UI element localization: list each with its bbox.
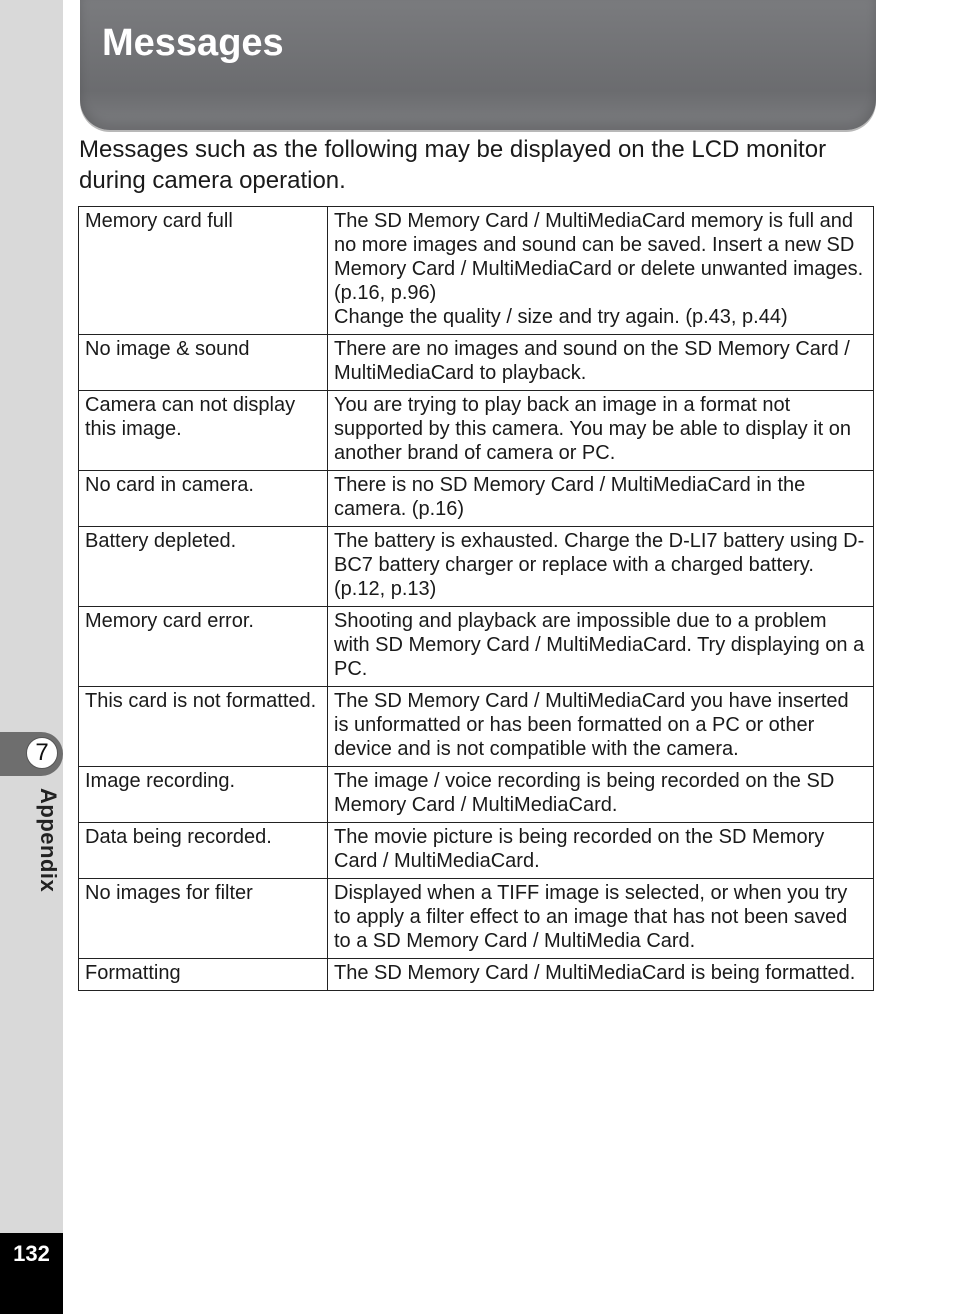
- chapter-number: 7: [26, 737, 58, 769]
- message-cell: Memory card error.: [79, 607, 328, 687]
- table-row: [79, 335, 874, 391]
- message-cell: Formatting: [79, 959, 328, 991]
- message-cell: No card in camera.: [79, 471, 328, 527]
- message-cell: Memory card full: [79, 207, 328, 335]
- table-row: [79, 767, 874, 823]
- description-cell: [328, 391, 874, 471]
- table-row: [79, 687, 874, 767]
- message-cell: Camera can not display this image.: [79, 391, 328, 471]
- description-cell: [328, 527, 874, 607]
- description-text: The SD Memory Card / MultiMediaCard memory is full and no more images and sound can be saved. Insert a new SD Memory Card / MultiMediaCard or delete unwanted images. (p.16, p.96): [334, 210, 864, 304]
- messages-table-body: [79, 207, 874, 991]
- description-cell: [328, 687, 874, 767]
- table-row: [79, 471, 874, 527]
- table-row: [79, 879, 874, 959]
- description-text: There are no images and sound on the SD Memory Card / MultiMediaCard to playback.: [334, 338, 850, 384]
- description-cell: [328, 823, 874, 879]
- message-cell: No images for filter: [79, 879, 328, 959]
- description-text: The SD Memory Card / MultiMediaCard is being formatted.: [334, 962, 856, 984]
- message-cell: Data being recorded.: [79, 823, 328, 879]
- side-strip: [0, 0, 63, 1314]
- intro-text: Messages such as the following may be displayed on the LCD monitor during camera operation.: [79, 136, 827, 194]
- description-text: The movie picture is being recorded on the SD Memory Card / MultiMediaCard.: [334, 826, 825, 872]
- table-row: [79, 959, 874, 991]
- description-cell: [328, 607, 874, 687]
- messages-table: [78, 206, 874, 991]
- page-title: Messages: [102, 22, 284, 64]
- title-banner: [80, 0, 876, 130]
- description-text: Change the quality / size and try again. (p.43, p.44): [334, 306, 788, 328]
- table-row: [79, 207, 874, 335]
- description-cell: [328, 879, 874, 959]
- description-cell: [328, 959, 874, 991]
- description-text: Shooting and playback are impossible due to a problem with SD Memory Card / MultiMediaCard. Try displaying on a PC.: [334, 610, 865, 680]
- description-cell: [328, 767, 874, 823]
- message-cell: Battery depleted.: [79, 527, 328, 607]
- chapter-label: Appendix: [36, 788, 61, 893]
- description-text: The battery is exhausted. Charge the D-LI7 battery using D-BC7 battery charger or replace with a charged battery. (p.12, p.13): [334, 530, 865, 600]
- table-row: [79, 607, 874, 687]
- description-text: There is no SD Memory Card / MultiMediaCard in the camera. (p.16): [334, 474, 806, 520]
- table-row: [79, 823, 874, 879]
- description-text: The SD Memory Card / MultiMediaCard you have inserted is unformatted or has been formatted on a PC or other device and is not compatible with the camera.: [334, 690, 849, 760]
- description-cell: [328, 471, 874, 527]
- table-row: [79, 527, 874, 607]
- message-cell: Image recording.: [79, 767, 328, 823]
- table-row: [79, 391, 874, 471]
- message-cell: No image & sound: [79, 335, 328, 391]
- description-cell: [328, 335, 874, 391]
- description-text: Displayed when a TIFF image is selected, or when you try to apply a filter effect to an image that has not been saved to a SD Memory Card / MultiMedia Card.: [334, 882, 848, 952]
- message-cell: This card is not formatted.: [79, 687, 328, 767]
- description-text: You are trying to play back an image in a format not supported by this camera. You may be able to display it on another brand of camera or PC.: [334, 394, 851, 464]
- description-text: The image / voice recording is being recorded on the SD Memory Card / MultiMediaCard.: [334, 770, 835, 816]
- description-cell: [328, 207, 874, 335]
- page-number: 132: [13, 1241, 50, 1266]
